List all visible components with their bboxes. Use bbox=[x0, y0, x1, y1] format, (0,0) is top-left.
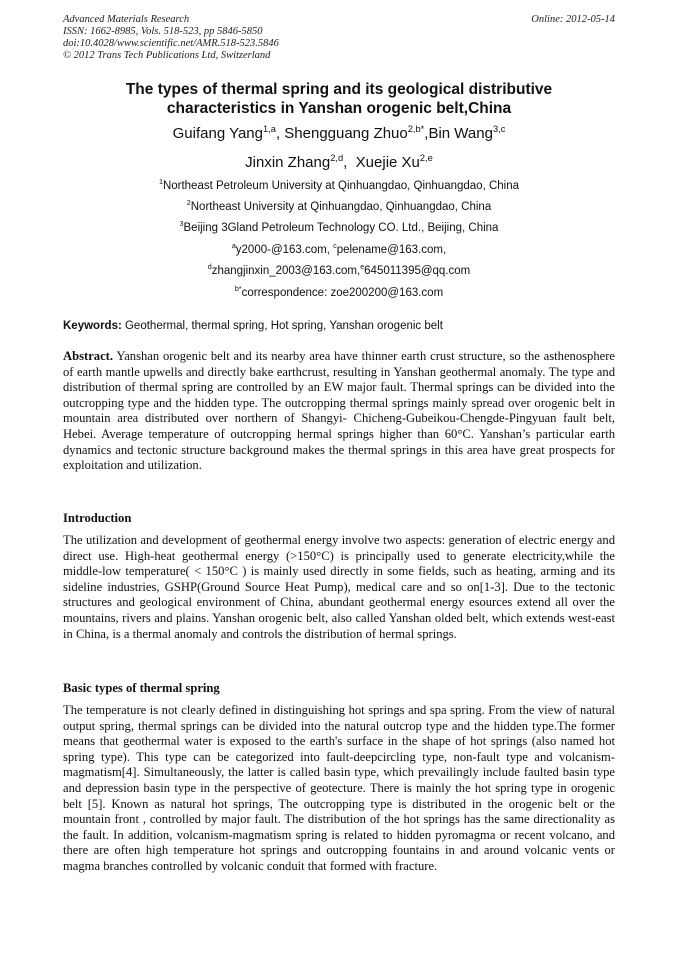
email-text: pelename@163.com, bbox=[336, 244, 447, 256]
author-name: Guifang Yang bbox=[172, 125, 263, 142]
author-sep: , bbox=[343, 154, 356, 171]
author-sup: 1,a bbox=[263, 124, 276, 134]
affiliation-1 bbox=[63, 179, 615, 193]
email-line-2 bbox=[63, 264, 615, 278]
author-sup: 3,c bbox=[492, 124, 506, 134]
keywords-text: Geothermal, thermal spring, Hot spring, Yanshan orogenic belt bbox=[121, 320, 443, 332]
abstract-label: Abstract. bbox=[63, 349, 114, 363]
author-sep: , bbox=[275, 125, 285, 142]
affiliation-3 bbox=[63, 221, 615, 235]
email-line-1 bbox=[63, 243, 615, 257]
email-text: 645011395@qq.com bbox=[364, 265, 471, 277]
affiliation-2 bbox=[63, 200, 615, 214]
author-name: Jinxin Zhang bbox=[245, 154, 331, 171]
affil-sup: 3 bbox=[179, 220, 184, 229]
journal-header bbox=[63, 14, 279, 62]
affil-sup: 1 bbox=[158, 178, 163, 187]
affil-text: Northeast University at Qinhuangdao, Qinhuangdao, China bbox=[190, 201, 492, 213]
email-sup: e bbox=[360, 263, 365, 272]
email-sup: c bbox=[333, 242, 337, 251]
basic-types-heading: Basic types of thermal spring bbox=[63, 681, 220, 695]
keywords-label: Keywords: bbox=[63, 320, 122, 332]
copyright-line: © 2012 Trans Tech Publications Ltd, Switzerland bbox=[63, 50, 271, 61]
email-sup: b* bbox=[234, 285, 242, 294]
author-sup: 2,e bbox=[419, 153, 433, 163]
affil-text: Beijing 3Gland Petroleum Technology CO. Ltd., Beijing, China bbox=[183, 222, 499, 234]
abstract bbox=[63, 349, 615, 474]
email-line-3 bbox=[63, 286, 615, 300]
paper-title bbox=[63, 80, 615, 118]
email-text: zhangjinxin_2003@163.com, bbox=[211, 265, 361, 277]
abstract-text: Yanshan orogenic belt and its nearby area have thinner earth crust structure, so the asthenosphere of earth mantle upwells and directly bake earthcrust, resulting in Yanshan geothermal anomaly. The type and distribution of thermal spring are controlled by an EW major fault. Thermal springs can be divided into the outcropping type and the hidden type. The outcropping thermal springs mainly spread over orogenic belt in mountain area distributed over northern of Shangyi- Chicheng-Gubeikou-Chengde-Pingyuan fault belt, Hebei. Average temperature of outcropping hermal springs higher than 60°C. Yanshan’s particular earth dynamics and tectonic structure background makes the thermal springs in this area have great prospects for exploitation and utilization. bbox=[63, 349, 615, 473]
author-name: Shengguang Zhuo bbox=[284, 125, 408, 142]
author-line-2 bbox=[63, 154, 615, 172]
introduction-heading: Introduction bbox=[63, 511, 132, 525]
online-date: Online: 2012-05-14 bbox=[531, 14, 615, 25]
author-line-1 bbox=[63, 125, 615, 143]
title-line-2: characteristics in Yanshan orogenic belt,China bbox=[166, 100, 512, 117]
author-name: Bin Wang bbox=[428, 125, 493, 142]
email-sup: a bbox=[231, 242, 236, 251]
introduction-text: The utilization and development of geothermal energy involve two aspects: generation of electric energy and direct use. High-heat geothermal energy (>150°C) is principally used to generate electricity,while the middle-low temperature( < 150°C ) is mainly used directly in some fields, such as heating, arming and its sideline industries, GSHP(Ground Source Heat Pump), medical care and so on[1-3]. Due to the tectonic structures and geological environment of China, abundant geothermal energy esources extend all over the mountains, rivers and plains. Yanshan orogenic belt, also called Yanshan olded belt, which extends west-east in China, is a thermal anomaly and controls the distribution of hermal springs. bbox=[63, 533, 615, 641]
email-text: correspondence: zoe200200@163.com bbox=[241, 287, 444, 299]
author-name: Xuejie Xu bbox=[355, 154, 420, 171]
affil-sup: 2 bbox=[186, 199, 191, 208]
email-text: y2000-@163.com, bbox=[235, 244, 334, 256]
author-sup: 2,d bbox=[330, 153, 344, 163]
email-sup: d bbox=[207, 263, 212, 272]
issn-line: ISSN: 1662-8985, Vols. 518-523, pp 5846-5850 bbox=[63, 26, 263, 37]
doi-line: doi:10.4028/www.scientific.net/AMR.518-523.5846 bbox=[63, 38, 279, 49]
author-sep: , bbox=[424, 125, 429, 142]
title-line-1: The types of thermal spring and its geological distributive bbox=[125, 81, 553, 98]
affil-text: Northeast Petroleum University at Qinhuangdao, Qinhuangdao, China bbox=[162, 180, 520, 192]
keywords bbox=[63, 320, 615, 332]
author-sup: 2,b* bbox=[407, 124, 425, 134]
journal-name: Advanced Materials Research bbox=[63, 14, 190, 25]
basic-types-text: The temperature is not clearly defined in distinguishing hot springs and spa spring. From the view of natural output spring, thermal springs can be divided into the natural outcrop type and the hidden type.The former means that geothermal water is exposed to the earth's surface in the shape of hot springs (also named hot spring type). This type can be categorized into fault-deepcircling type, non-fault type and volcanism-magmatism[4]. Simultaneously, the latter is called basin type, which prevailingly include faulted basin type and depression basin type in the perspective of geotecture. There is mainly the hot spring type in orogenic belt [5]. Known as natural hot springs, The outcropping type is distributed in the orogenic belt or the mountain front , controlled by major fault. The distribution of the hot springs has the same directionality as the fault. In addition, volcanism-magmatism spring is related to hidden pyromagma or recent volcano, and there are often high temperature hot springs and outcropping fountains in and around volcanic vents or magma branches controlled by volcanic conduit that formed with fracture. bbox=[63, 703, 615, 873]
